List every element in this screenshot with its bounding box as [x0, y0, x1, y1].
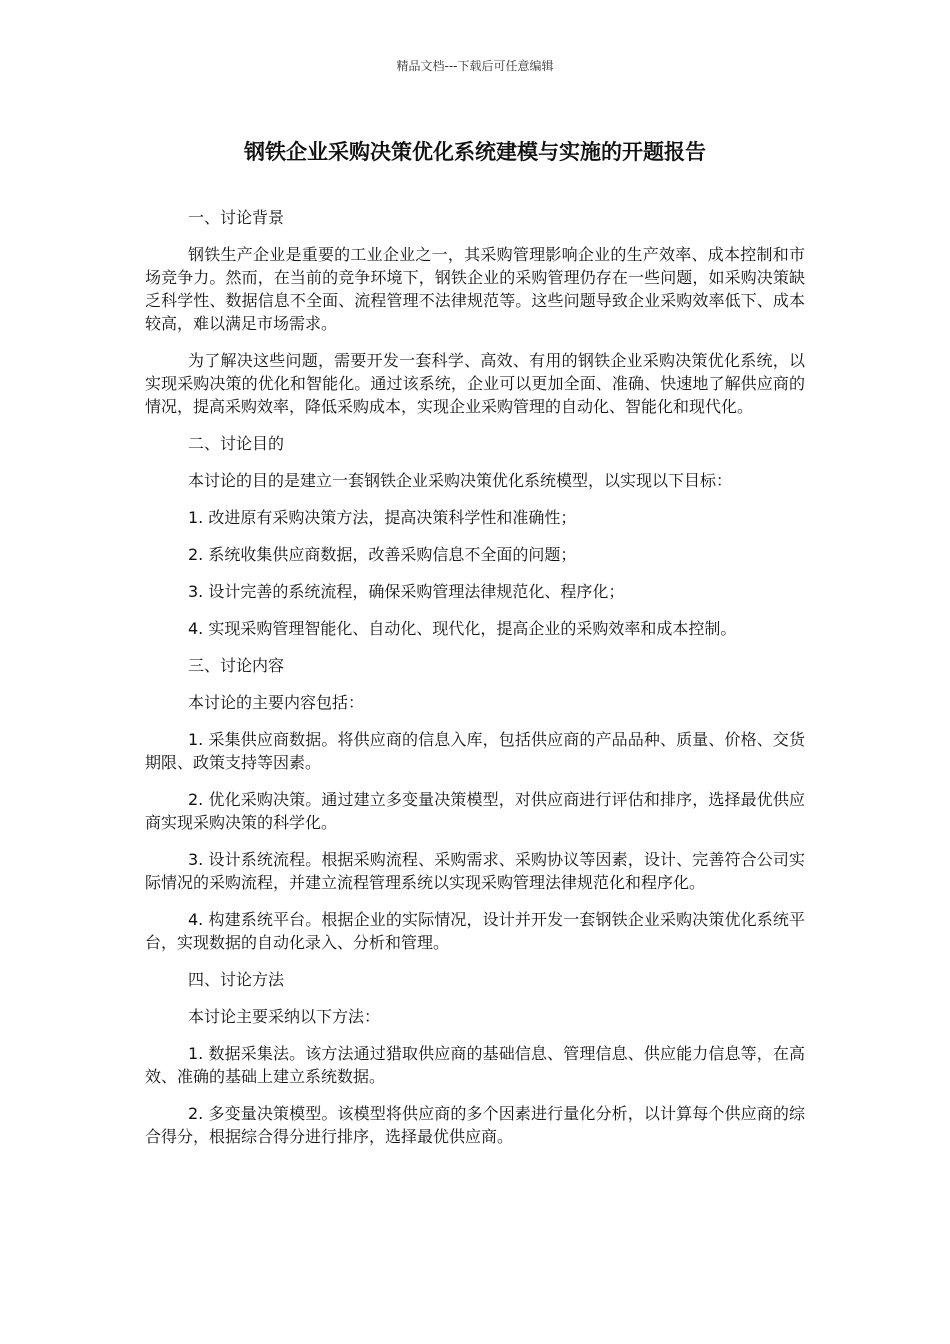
- list-item: 3. 设计系统流程。根据采购流程、采购需求、采购协议等因素，设计、完善符合公司实际情况的采购流程，并建立流程管理系统以实现采购管理法律规范化和程序化。: [145, 850, 805, 892]
- list-item: 2. 系统收集供应商数据，改善采购信息不全面的问题；: [188, 545, 577, 564]
- section-heading-methods: 四、讨论方法: [188, 970, 285, 989]
- list-item: 4. 构建系统平台。根据企业的实际情况，设计并开发一套钢铁企业采购决策优化系统平台，实现数据的自动化录入、分析和管理。: [145, 910, 805, 952]
- paragraph: 为了解决这些问题，需要开发一套科学、高效、有用的钢铁企业采购决策优化系统，以实现采购决策的优化和智能化。通过该系统，企业可以更加全面、准确、快速地了解供应商的情况，提高采购效率，降低采购成本，实现企业采购管理的自动化、智能化和现代化。: [145, 351, 805, 416]
- section-heading-purpose: 二、讨论目的: [188, 434, 285, 453]
- list-item: 1. 改进原有采购决策方法，提高决策科学性和准确性；: [188, 508, 577, 527]
- document-body: [145, 206, 805, 1162]
- list-item: 2. 多变量决策模型。该模型将供应商的多个因素进行量化分析，以计算每个供应商的综合得分，根据综合得分进行排序，选择最优供应商。: [145, 1104, 805, 1146]
- paragraph: 本讨论的目的是建立一套钢铁企业采购决策优化系统模型，以实现以下目标：: [188, 471, 733, 490]
- paragraph: 本讨论主要采纳以下方法：: [188, 1007, 381, 1026]
- header-note: 精品文档---下载后可任意编辑: [396, 59, 554, 73]
- list-item: 4. 实现采购管理智能化、自动化、现代化，提高企业的采购效率和成本控制。: [188, 619, 737, 638]
- list-item: 3. 设计完善的系统流程，确保采购管理法律规范化、程序化；: [188, 582, 625, 601]
- section-heading-background: 一、讨论背景: [188, 208, 285, 227]
- list-item: 1. 数据采集法。该方法通过猎取供应商的基础信息、管理信息、供应能力信息等，在高效、准确的基础上建立系统数据。: [145, 1044, 805, 1086]
- list-item: 2. 优化采购决策。通过建立多变量决策模型，对供应商进行评估和排序，选择最优供应商实现采购决策的科学化。: [145, 790, 805, 832]
- paragraph: 本讨论的主要内容包括：: [188, 693, 365, 712]
- document-title: 钢铁企业采购决策优化系统建模与实施的开题报告: [244, 140, 706, 164]
- paragraph: 钢铁生产企业是重要的工业企业之一，其采购管理影响企业的生产效率、成本控制和市场竞争力。然而，在当前的竞争环境下，钢铁企业的采购管理仍存在一些问题，如采购决策缺乏科学性、数据信息不全面、流程管理不法律规范等。这些问题导致企业采购效率低下、成本较高，难以满足市场需求。: [145, 245, 805, 333]
- list-item: 1. 采集供应商数据。将供应商的信息入库，包括供应商的产品品种、质量、价格、交货期限、政策支持等因素。: [145, 730, 805, 772]
- section-heading-content: 三、讨论内容: [188, 656, 285, 675]
